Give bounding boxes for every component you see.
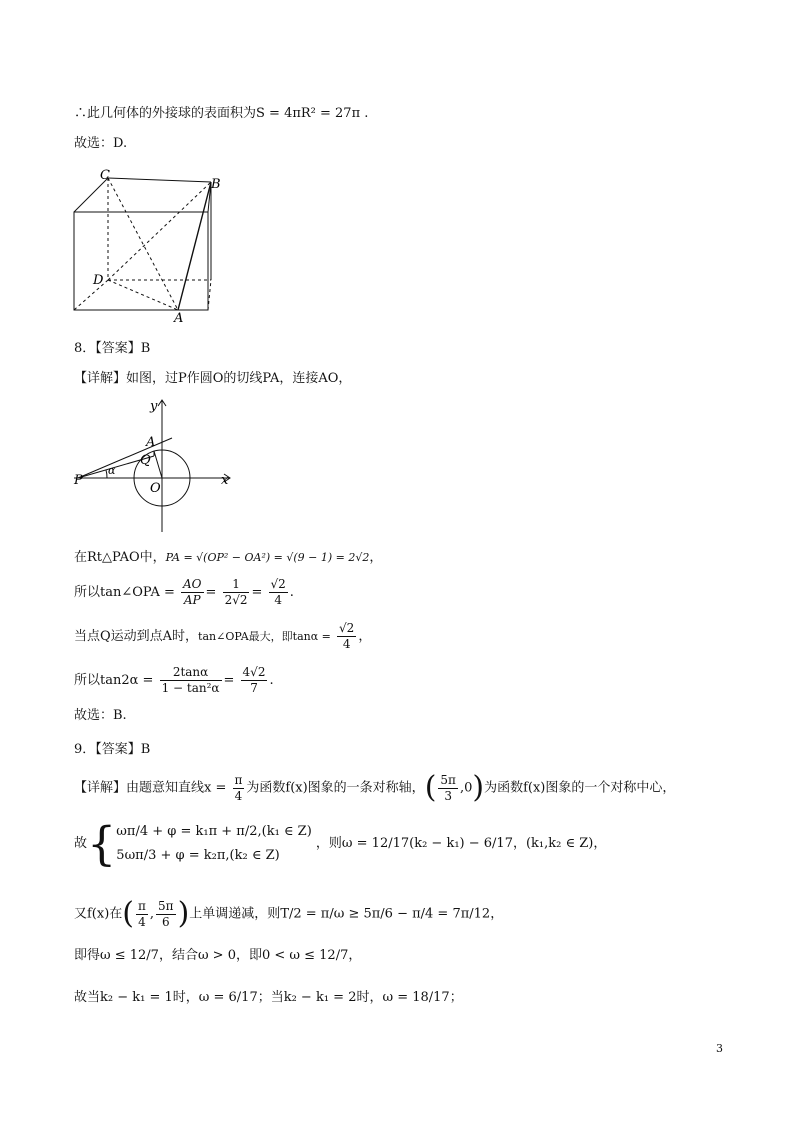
label-c: C [100,168,110,183]
q8-line-pa: 在Rt△PAO中，PA = √(OP² − OA²) = √(9 − 1) = 2√2， [74,550,383,565]
q8-answer: 8．【答案】B [74,341,151,356]
q9-line-symmetry: 【详解】由题意知直线x = $\frac{\pi}{4}$ 为函数f(x)图象的一条对称轴，( $\frac{5\pi}{3}$ ,0)为函数f(x)图象的一个对称中心， [74,770,676,805]
q8-line-tan-opa: 所以tan∠OPA = $\frac{AO}{AP}$ = $\frac{1}{2√2}$ = $\frac{√2}{4}$ . [74,577,294,607]
q9-line-decreasing: 又f(x)在( $\frac{\pi}{4}$ , $\frac{5\pi}{6}$ )上单调递减，则T/2 = π/ω ≥ 5π/6 − π/4 = 7π/12， [74,896,504,931]
q9-answer: 9．【答案】B [74,742,151,757]
page-number: 3 [716,1042,723,1055]
q8-choice-b: 故选：B. [74,708,127,723]
axis-x-label: x [221,473,229,488]
q8-line-max: 当点Q运动到点A时，tan∠OPA最大，即tanα = $\frac{√2}{4}$ ， [74,621,372,651]
q8-line-tan2a: 所以tan2α = $\frac{2\tan\alpha}{\text{1 − tan²α}}$ = $\frac{4√2}{7}$ . [74,665,274,695]
axis-y-label: y [150,399,158,414]
label-point-o: O [150,481,161,496]
text-line-surface-area: ∴此几何体的外接球的表面积为S = 4πR² = 27π . [74,106,369,121]
label-b: B [211,177,221,192]
circle-tangent-figure [70,396,240,534]
q9-line-cases: 故当k₂ − k₁ = 1时，ω = 6/17；当k₂ − k₁ = 2时，ω = 18/17； [74,990,463,1005]
text-line-choice-d: 故选：D. [74,136,128,151]
q8-detail-intro: 【详解】如图，过P作圆O的切线PA，连接AO， [74,371,352,386]
q9-line-omega-range: 即得ω ≤ 12/7，结合ω > 0，即0 < ω ≤ 12/7， [74,948,362,963]
label-point-q: Q [140,453,151,468]
label-a: A [174,311,184,324]
q9-system: 故{ ωπ/4 + φ = k₁π + π/2,(k₁ ∈ Z) 5ωπ/3 + φ = k₂π,(k₂ ∈ Z) ，则ω = 12/17(k₂ − k₁) − 6/17，(k₁,k₂ ∈ Z)， [74,816,607,871]
label-d: D [93,273,104,288]
label-point-p: P [74,473,83,488]
label-point-a: A [146,435,156,450]
cube-figure [66,168,226,324]
label-alpha: α [108,464,116,477]
